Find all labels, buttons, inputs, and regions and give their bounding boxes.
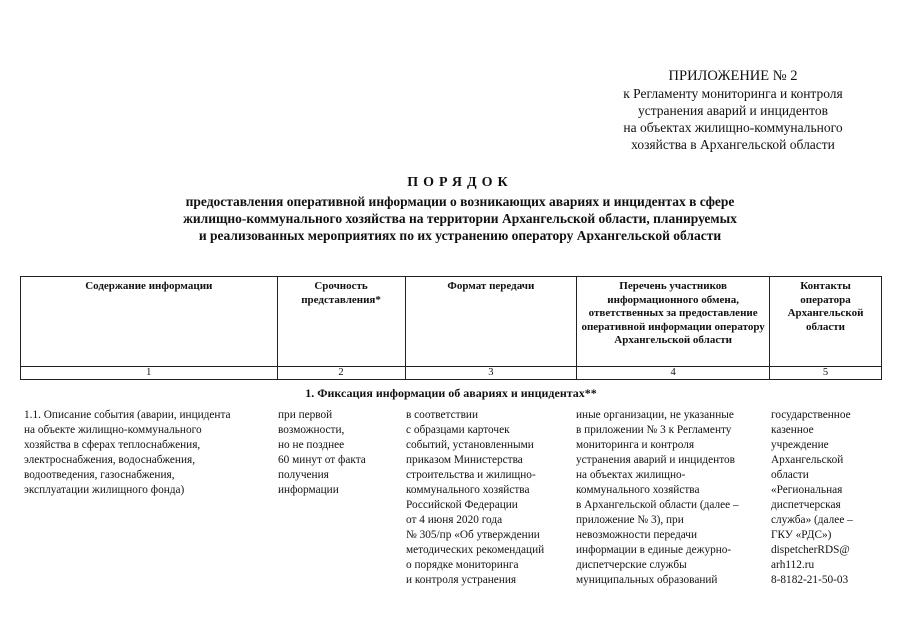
cell-line: учреждение bbox=[771, 439, 829, 451]
cell-line: государственное bbox=[771, 409, 851, 421]
appendix-line: на объектах жилищно-коммунального bbox=[623, 120, 843, 135]
cell-line: информации bbox=[278, 484, 339, 496]
cell-line: иные организации, не указанные bbox=[576, 409, 734, 421]
cell-line: в приложении № 3 к Регламенту bbox=[576, 424, 732, 436]
cell-line: эксплуатации жилищного фонда) bbox=[24, 484, 185, 496]
section-title: 1. Фиксация информации об авариях и инцидентах** bbox=[305, 386, 597, 400]
cell-line: 8-8182-21-50-03 bbox=[771, 574, 849, 586]
cell-line: казенное bbox=[771, 424, 814, 436]
cell-line: строительства и жилищно- bbox=[406, 469, 536, 481]
cell-line: на объекте жилищно-коммунального bbox=[24, 424, 202, 436]
cell-line: с образцами карточек bbox=[406, 424, 510, 436]
column-header: Контакты оператора Архангельской области bbox=[770, 277, 882, 367]
cell-line: в Архангельской области (далее – bbox=[576, 499, 739, 511]
cell-line: приложение № 3), при bbox=[576, 514, 684, 526]
cell-line: мониторинга и контроля bbox=[576, 439, 695, 451]
cell-content-description bbox=[24, 408, 274, 498]
document-subtitle-line: жилищно-коммунального хозяйства на территории Архангельской области, планируемых bbox=[183, 211, 737, 226]
appendix-line: хозяйства в Архангельской области bbox=[631, 137, 835, 152]
cell-line: Архангельской bbox=[771, 454, 844, 466]
column-number: 5 bbox=[770, 367, 882, 380]
appendix-title: ПРИЛОЖЕНИЕ № 2 bbox=[668, 68, 798, 84]
cell-line: методических рекомендаций bbox=[406, 544, 545, 556]
column-number-row bbox=[21, 367, 882, 380]
cell-line: коммунального хозяйства bbox=[406, 484, 530, 496]
cell-line: «Региональная bbox=[771, 484, 843, 496]
cell-line: устранения аварий и инцидентов bbox=[576, 454, 735, 466]
cell-line: на объектах жилищно- bbox=[576, 469, 686, 481]
cell-line: arh112.ru bbox=[771, 559, 815, 571]
column-header: Формат передачи bbox=[405, 277, 577, 367]
table-header-row bbox=[21, 277, 882, 367]
cell-format bbox=[406, 408, 571, 588]
column-header: Срочность представления* bbox=[277, 277, 405, 367]
cell-line: Российской Федерации bbox=[406, 499, 518, 511]
column-number: 3 bbox=[405, 367, 577, 380]
column-number: 1 bbox=[21, 367, 278, 380]
cell-line: диспетчерские службы bbox=[576, 559, 687, 571]
cell-line: в соответствии bbox=[406, 409, 478, 421]
cell-line: электроснабжения, водоснабжения, bbox=[24, 454, 196, 466]
cell-line: но не позднее bbox=[278, 439, 345, 451]
cell-line: получения bbox=[278, 469, 329, 481]
info-table bbox=[20, 276, 882, 380]
cell-line: при первой bbox=[278, 409, 333, 421]
cell-line: dispetcherRDS@ bbox=[771, 544, 850, 556]
document-subtitle-line: и реализованных мероприятиях по их устранению оператору Архангельской области bbox=[198, 228, 722, 243]
column-number: 4 bbox=[577, 367, 770, 380]
cell-urgency bbox=[278, 408, 398, 498]
cell-line: области bbox=[771, 469, 809, 481]
cell-line: невозможности передачи bbox=[576, 529, 697, 541]
cell-line: служба» (далее – bbox=[771, 514, 853, 526]
cell-line: муниципальных образований bbox=[576, 574, 718, 586]
cell-line: 1.1. Описание события (аварии, инцидента bbox=[24, 409, 231, 421]
cell-line: и контроля устранения bbox=[406, 574, 517, 586]
cell-line: информации в единые дежурно- bbox=[576, 544, 732, 556]
cell-line: диспетчерская bbox=[771, 499, 841, 511]
cell-line: событий, установленными bbox=[406, 439, 534, 451]
appendix-block bbox=[583, 68, 883, 153]
cell-line: хозяйства в сферах теплоснабжения, bbox=[24, 439, 201, 451]
cell-line: о порядке мониторинга bbox=[406, 559, 519, 571]
cell-line: 60 минут от факта bbox=[278, 454, 366, 466]
document-subtitle-line: предоставления оперативной информации о возникающих авариях и инцидентах в сфере bbox=[185, 194, 735, 209]
cell-line: от 4 июня 2020 года bbox=[406, 514, 503, 526]
column-number: 2 bbox=[277, 367, 405, 380]
cell-line: коммунального хозяйства bbox=[576, 484, 700, 496]
cell-contacts bbox=[771, 408, 881, 588]
cell-line: возможности, bbox=[278, 424, 345, 436]
appendix-line: устранения аварий и инцидентов bbox=[638, 103, 828, 118]
cell-line: водоотведения, газоснабжения, bbox=[24, 469, 175, 481]
cell-line: № 305/пр «Об утверждении bbox=[406, 529, 540, 541]
column-header: Перечень участников информационного обмена, ответственных за предоставление оперативной информации оператору Архангельской области bbox=[577, 277, 770, 367]
cell-line: ГКУ «РДС») bbox=[771, 529, 832, 541]
appendix-line: к Регламенту мониторинга и контроля bbox=[623, 86, 843, 101]
document-title: ПОРЯДОК bbox=[407, 175, 513, 190]
cell-line: приказом Министерства bbox=[406, 454, 523, 466]
column-header: Содержание информации bbox=[21, 277, 278, 367]
document-heading bbox=[80, 174, 840, 244]
cell-participants bbox=[576, 408, 766, 588]
